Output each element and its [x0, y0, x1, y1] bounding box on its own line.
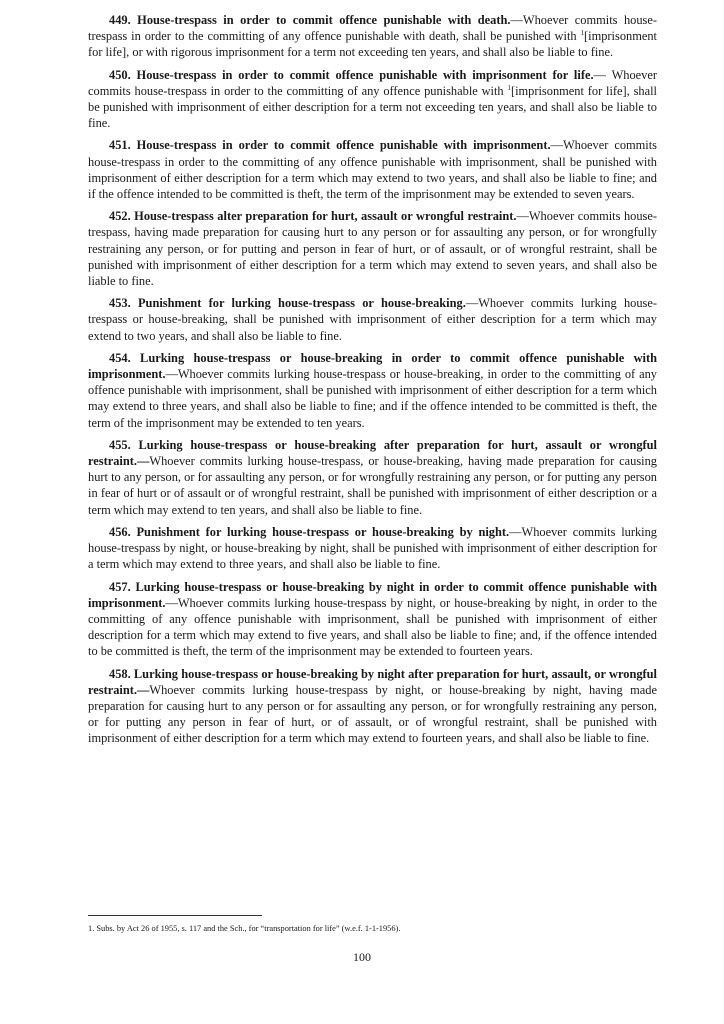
section-455	[88, 437, 657, 518]
section-heading: 451. House-trespass in order to commit offence punishable with imprisonment.	[109, 138, 551, 153]
section-heading: 455. Lurking house-trespass or house-breaking after preparation for hurt, assault or wrongful restraint.—	[88, 437, 657, 469]
section-body-continued: [imprisonment for life], shall be punished with imprisonment of either description for a term not exceeding ten years, and shall also be liable to fine.	[88, 83, 657, 131]
section-body: — Whoever commits house-trespass in order to the committing of any offence punishable with	[88, 67, 657, 98]
section-heading: 450. House-trespass in order to commit offence punishable with imprisonment for life.	[109, 67, 594, 82]
section-heading: 457. Lurking house-trespass or house-breaking by night in order to commit offence punishable with imprisonment.	[88, 579, 657, 610]
section-456	[88, 524, 657, 573]
section-body: —Whoever commits house-trespass in order to the committing of any offence punishable with death, shall be punished with	[88, 13, 657, 44]
section-heading: 454. Lurking house-trespass or house-breaking in order to commit offence punishable with imprisonment.	[88, 350, 657, 382]
document-page	[88, 12, 657, 753]
section-457	[88, 579, 657, 660]
section-454	[88, 350, 657, 431]
section-451	[88, 137, 657, 202]
footnote-divider	[88, 915, 262, 916]
section-body: —Whoever commits lurking house-trespass by night, or house-breaking by night, shall be punished with imprisonment of either description for a term which may extend to three years, and shall also be liable to fine.	[88, 524, 657, 572]
section-heading: 458. Lurking house-trespass or house-breaking by night after preparation for hurt, assault, or wrongful restraint.—	[88, 666, 657, 697]
section-body: —Whoever commits lurking house-trespass by night, or house-breaking by night, in order to the committing of any offence punishable with imprisonment, shall be punished with imprisonment of either description for a term which may extend to five years, and shall also be liable to fine; and, if the offence intended to be committed is theft, the term of the imprisonment may be extended to fourteen years.	[88, 595, 657, 659]
section-body: —Whoever commits lurking house-trespass or house-breaking, shall be punished with imprisonment of either description for a term which may extend to two years, and shall also be liable to fine.	[88, 296, 657, 343]
section-body: —Whoever commits house-trespass in order to the committing of any offence punishable with imprisonment, shall be punished with imprisonment of either description for a term which may extend to two years, and shall also be liable to fine; and if the offence intended to be committed is theft, the term of the imprisonment may be extended to seven years.	[88, 138, 657, 202]
section-heading: 453. Punishment for lurking house-trespass or house-breaking.	[109, 296, 466, 311]
section-heading: 449. House-trespass in order to commit offence punishable with death.	[109, 13, 511, 27]
section-body: —Whoever commits lurking house-trespass or house-breaking, in order to the committing of any offence punishable with imprisonment, shall be punished with imprisonment of either description for a term which may extend to three years, and shall also be liable to fine; and if the offence intended to be committed is theft, the term of the imprisonment may be extended to ten years.	[88, 367, 657, 430]
section-453	[88, 295, 657, 344]
section-body-continued: [imprisonment for life], or with rigorous imprisonment for a term not exceeding ten years, and shall also be liable to fine.	[88, 29, 657, 60]
section-body: —Whoever commits house-trespass, having made preparation for causing hurt to any person or for assaulting any person, or for wrongfully restraining any person, or for putting and person in fear of hurt, or of assault, or of wrongful restraint, shall be punished with imprisonment of either description for a term which may extend to seven years, and shall also be liable to fine.	[88, 209, 657, 289]
section-heading: 456. Punishment for lurking house-trespass or house-breaking by night.	[109, 524, 510, 539]
section-body: Whoever commits lurking house-trespass, or house-breaking, having made preparation for causing hurt to any person, or for assaulting any person, or for wrongfully restraining any person, or for putting any person in fear of hurt or of assault or of wrongful restraint, shall be punished with imprisonment of either description or a term which may extend to ten years, and shall also be liable to fine.	[88, 454, 657, 517]
section-452	[88, 208, 657, 289]
section-450	[88, 67, 657, 132]
footnote-marker: 1	[580, 29, 585, 38]
footnote-marker: 1	[507, 83, 511, 92]
section-body: Whoever commits lurking house-trespass by night, or house-breaking by night, having made preparation for causing hurt to any person or for assaulting any person, or for wrongfully restraining any person, or for putting any person in fear of hurt, or of assault, or of wrongful restraint, shall be punished with imprisonment of either description for a term which may extend to fourteen years, and shall also be liable to fine.	[88, 682, 657, 746]
footnote: 1. Subs. by Act 26 of 1955, s. 117 and the Sch., for “transportation for life” (w.e.f. 1-1-1956).	[88, 924, 401, 933]
section-heading: 452. House-trespass alter preparation for hurt, assault or wrongful restraint.	[109, 209, 517, 224]
section-449	[88, 12, 657, 61]
section-458	[88, 666, 657, 747]
page-number: 100	[353, 950, 371, 964]
